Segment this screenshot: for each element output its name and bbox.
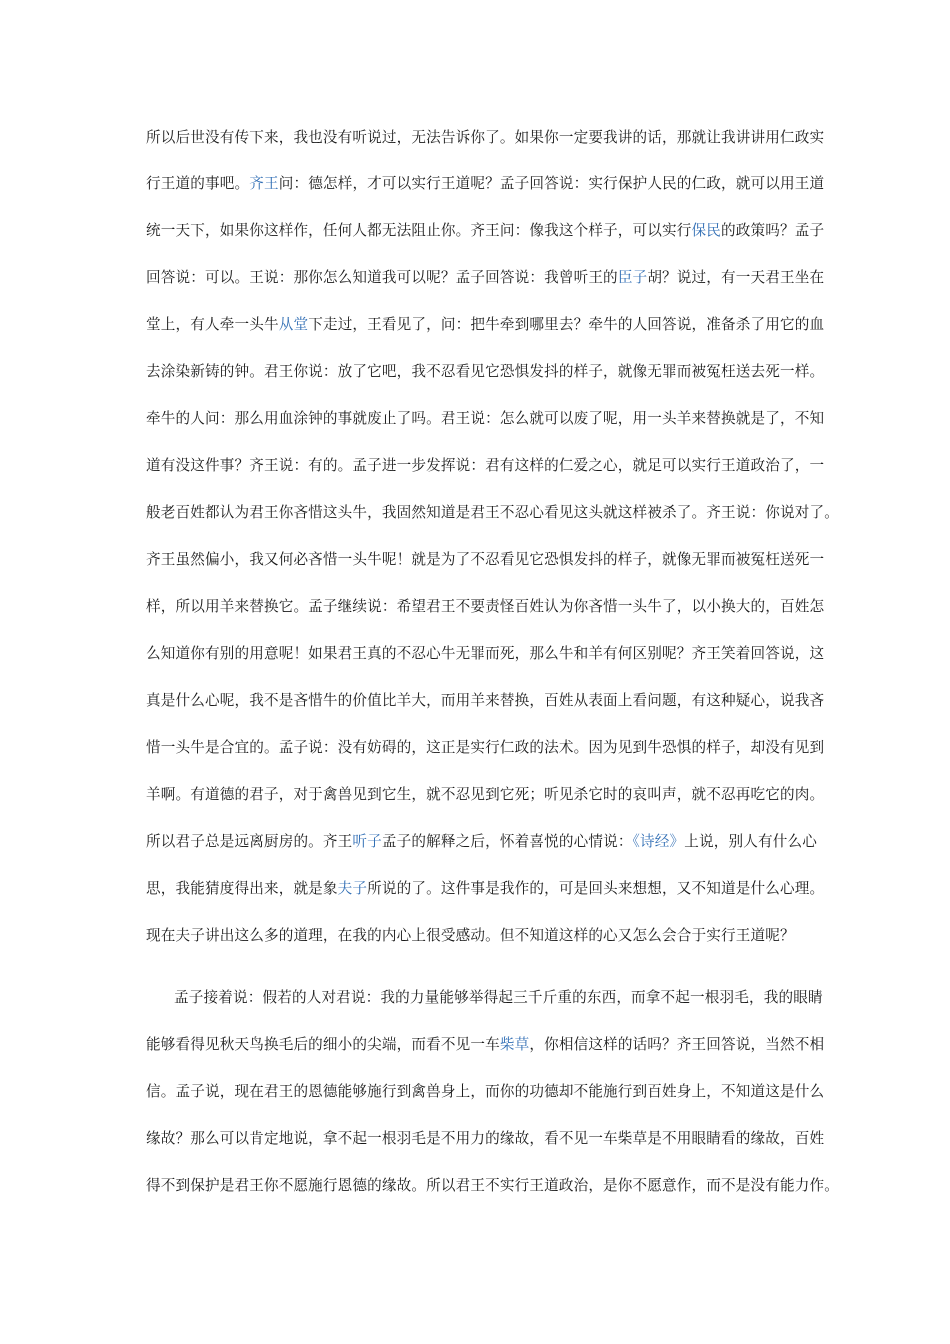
paragraph-1-line	[146, 736, 825, 760]
text-link[interactable]: 柴草	[499, 1036, 530, 1053]
text-run: 所说的了。这件事是我作的，可是回头来想想，又不知道是什么心理。	[367, 880, 825, 897]
paragraph-1-line	[146, 783, 825, 807]
text-run: 牵牛的人问：那么用血涂钟的事就废止了吗。君王说：怎么就可以废了呢，用一头羊来替换就是了，不知	[146, 410, 825, 427]
text-run: 真是什么心呢，我不是吝惜牛的价值比羊大，而用羊来替换，百姓从表面上看问题，有这种疑心，说我吝	[146, 692, 825, 709]
text-run: 缘故？那么可以肯定地说，拿不起一根羽毛是不用力的缘故，看不见一车柴草是不用眼睛看的缘故，百姓	[146, 1130, 825, 1147]
text-run: 所以君子总是远离厨房的。齐王	[146, 833, 353, 850]
text-run: 思，我能猜度得出来，就是象	[146, 880, 338, 897]
paragraph-1-line	[146, 219, 825, 243]
text-run: 胡？说过，有一天君王坐在	[647, 269, 825, 286]
text-run: 能够看得见秋天鸟换毛后的细小的尖端，而看不见一车	[146, 1036, 500, 1053]
text-link[interactable]: 保民	[691, 222, 722, 239]
text-run: 孟子接着说：假若的人对君说：我的力量能够举得起三千斤重的东西，而拿不起一根羽毛，我的眼睛	[174, 989, 823, 1006]
paragraph-1-line	[146, 548, 825, 572]
text-link[interactable]: 臣子	[617, 269, 648, 286]
paragraph-1-line	[146, 924, 818, 948]
paragraph-1-line	[146, 830, 818, 854]
paragraph-1-line	[146, 877, 825, 901]
text-run: 下走过，王看见了，问：把牛牵到哪里去？牵牛的人回答说，准备杀了用它的血	[308, 316, 825, 333]
text-run: 孟子的解释之后，怀着喜悦的心情说：	[381, 833, 633, 850]
text-run: 道有没这件事？齐王说：有的。孟子进一步发挥说：君有这样的仁爱之心，就足可以实行王道政治了，一	[146, 457, 825, 474]
paragraph-2-line	[174, 986, 823, 1010]
text-run: ，你相信这样的话吗？齐王回答说，当然不相	[529, 1036, 825, 1053]
text-run: 堂上，有人牵一头牛	[146, 316, 279, 333]
text-run: 所以后世没有传下来，我也没有听说过，无法告诉你了。如果你一定要我讲的话，那就让我讲讲用仁政实	[146, 129, 825, 146]
paragraph-1-line	[146, 313, 825, 337]
text-run: 惜一头牛是合宜的。孟子说：没有妨碍的，这正是实行仁政的法术。因为见到牛恐惧的样子，却没有见到	[146, 739, 825, 756]
paragraph-1-line	[146, 360, 825, 384]
paragraph-1-line	[146, 595, 825, 619]
text-run: 的政策吗？孟子	[721, 222, 825, 239]
text-link[interactable]: 夫子	[337, 880, 368, 897]
text-run: 行王道的事吧。	[146, 175, 250, 192]
paragraph-1-line	[146, 266, 825, 290]
text-run: 齐王虽然偏小，我又何必吝惜一头牛呢！就是为了不忍看见它恐惧发抖的样子，就像无罪而被冤枉送死一	[146, 551, 825, 568]
paragraph-1-line	[146, 407, 825, 431]
paragraph-1-line	[146, 642, 825, 666]
paragraph-2-line	[146, 1033, 825, 1057]
text-run: 现在夫子讲出这么多的道理，在我的内心上很受感动。但不知道这样的心又怎么会合于实行王道呢？	[146, 927, 795, 944]
paragraph-1-line	[146, 689, 825, 713]
paragraph-1-line	[146, 172, 825, 196]
text-run: 去涂染新铸的钟。君王你说：放了它吧，我不忍看见它恐惧发抖的样子，就像无罪而被冤枉送去死一样。	[146, 363, 825, 380]
text-link[interactable]: 听子	[352, 833, 382, 850]
text-run: 统一天下，如果你这样作，任何人都无法阻止你。齐王问：像我这个样子，可以实行	[146, 222, 692, 239]
text-run: 羊啊。有道德的君子，对于禽兽见到它生，就不忍见到它死；听见杀它时的哀叫声，就不忍再吃它的肉。	[146, 786, 825, 803]
paragraph-1-line	[146, 501, 839, 525]
paragraph-2-line	[146, 1127, 825, 1151]
text-run: 般老百姓都认为君王你吝惜这头牛，我固然知道是君王不忍心看见这头就这样被杀了。齐王说：你说对了。	[146, 504, 839, 521]
paragraph-2-line	[146, 1174, 839, 1198]
text-run: 样，所以用羊来替换它。孟子继续说：希望君王不要责怪百姓认为你吝惜一头牛了，以小换大的，百姓怎	[146, 598, 825, 615]
text-run: 信。孟子说，现在君王的恩德能够施行到禽兽身上，而你的功德却不能施行到百姓身上，不知道这是什么	[146, 1083, 825, 1100]
text-link[interactable]: 从堂	[278, 316, 309, 333]
text-run: 上说，别人有什么心	[684, 833, 817, 850]
text-run: 得不到保护是君王你不愿施行恩德的缘故。所以君王不实行王道政治，是你不愿意作，而不是没有能力作。	[146, 1177, 839, 1194]
paragraph-2-line	[146, 1080, 825, 1104]
text-run: 么知道你有别的用意呢！如果君王真的不忍心牛无罪而死，那么牛和羊有何区别呢？齐王笑着回答说，这	[146, 645, 825, 662]
paragraph-1-line	[146, 454, 825, 478]
text-run: 回答说：可以。王说：那你怎么知道我可以呢？孟子回答说：我曾听王的	[146, 269, 618, 286]
paragraph-1-line	[146, 126, 825, 150]
text-link[interactable]: 齐王	[249, 175, 279, 192]
text-link[interactable]: 《诗经》	[632, 833, 685, 850]
text-run: 问：德怎样，才可以实行王道呢？孟子回答说：实行保护人民的仁政，就可以用王道	[278, 175, 825, 192]
